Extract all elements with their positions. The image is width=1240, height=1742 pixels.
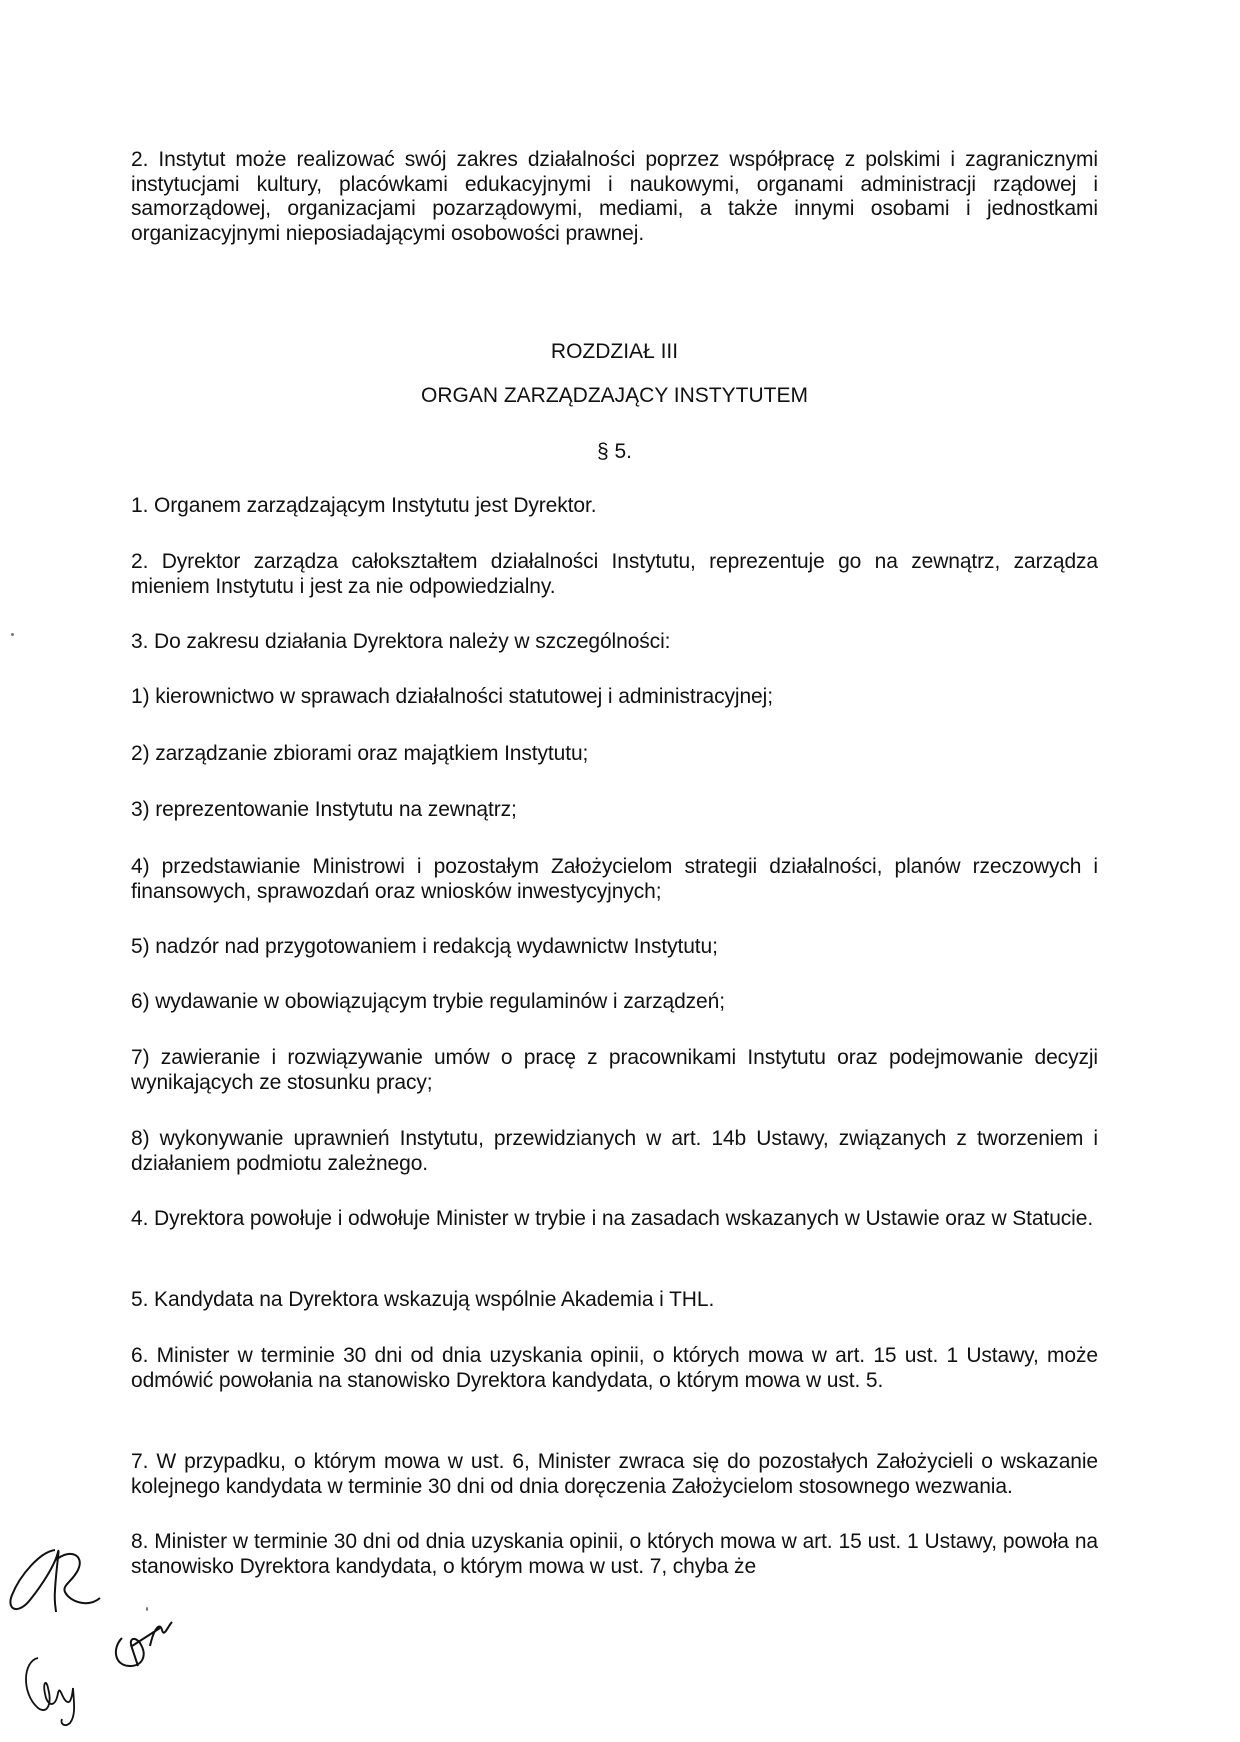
paragraph-4: 4. Dyrektora powołuje i odwołuje Minister w trybie i na zasadach wskazanych w Ustawie oraz w Statucie. [131, 1207, 1094, 1230]
chapter-title: ORGAN ZARZĄDZAJĄCY INSTYTUTEM [421, 384, 808, 407]
point-8: 8) wykonywanie uprawnień Instytutu, przewidzianych w art. 14b Ustawy, związanych z tworzeniem i działaniem podmiotu zależnego. [131, 1127, 1098, 1175]
point-2: 2) zarządzanie zbiorami oraz majątkiem Instytutu; [131, 742, 589, 765]
signature-initials-icon [18, 1653, 88, 1728]
point-1: 1) kierownictwo w sprawach działalności statutowej i administracyjnej; [131, 685, 773, 708]
paragraph-2: 2. Dyrektor zarządza całokształtem działalności Instytutu, reprezentuje go na zewnątrz, zarządza mieniem Instytutu i jest za nie odpowiedzialny. [131, 550, 1098, 598]
paragraph-5: 5. Kandydata na Dyrektora wskazują wspólnie Akademia i THL. [131, 1288, 715, 1311]
intro-paragraph: 2. Instytut może realizować swój zakres działalności poprzez współpracę z polskimi i zagranicznymi instytucjami kultury, placówkami edukacyjnymi i naukowymi, organami administracji rządowej i samorządowej, organizacjami pozarządowymi, mediami, a także innymi osobami i jednostkami organizacyjnymi nieposiadającymi osobowości prawnej. [131, 148, 1098, 245]
paragraph-3: 3. Do zakresu działania Dyrektora należy w szczególności: [131, 630, 671, 653]
paragraph-7: 7. W przypadku, o którym mowa w ust. 6, Minister zwraca się do pozostałych Założycieli o wskazanie kolejnego kandydata w terminie 30 dni od dnia doręczenia Założycielom stosownego wezwania. [131, 1450, 1098, 1498]
signature-initials-icon [110, 1618, 185, 1673]
point-6: 6) wydawanie w obowiązującym trybie regulaminów i zarządzeń; [131, 990, 725, 1013]
point-3: 3) reprezentowanie Instytutu na zewnątrz; [131, 798, 517, 821]
paragraph-1: 1. Organem zarządzającym Instytutu jest Dyrektor. [131, 494, 597, 517]
scan-speck [146, 1607, 148, 1611]
point-5: 5) nadzór nad przygotowaniem i redakcją wydawnictw Instytutu; [131, 935, 718, 958]
signature-initials-icon [0, 1540, 110, 1620]
chapter-number: ROZDZIAŁ III [550, 340, 679, 363]
point-7: 7) zawieranie i rozwiązywanie umów o pracę z pracownikami Instytutu oraz podejmowanie decyzji wynikających ze stosunku pracy; [131, 1046, 1098, 1094]
paragraph-8: 8. Minister w terminie 30 dni od dnia uzyskania opinii, o których mowa w art. 15 ust. 1 Ustawy, powoła na stanowisko Dyrektora kandydata, o którym mowa w ust. 7, chyba że [131, 1530, 1098, 1578]
section-symbol: § 5. [596, 440, 633, 463]
paragraph-6: 6. Minister w terminie 30 dni od dnia uzyskania opinii, o których mowa w art. 15 ust. 1 Ustawy, może odmówić powołania na stanowisko Dyrektora kandydata, o którym mowa w ust. 5. [131, 1344, 1098, 1392]
scan-speck [11, 633, 14, 636]
point-4: 4) przedstawianie Ministrowi i pozostałym Założycielom strategii działalności, planów rzeczowych i finansowych, sprawozdań oraz wniosków inwestycyjnych; [131, 855, 1098, 903]
